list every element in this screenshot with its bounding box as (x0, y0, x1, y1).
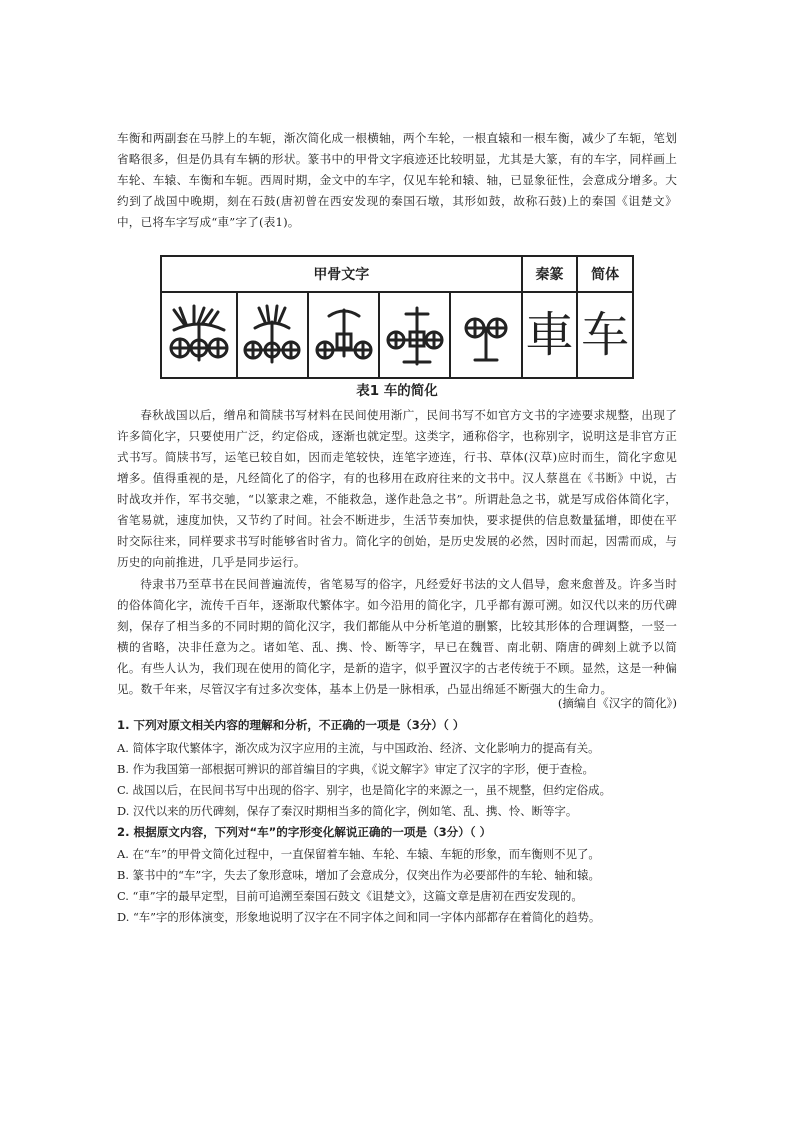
oracle-glyph-2 (237, 292, 308, 378)
passage-paragraph-3: 待隶书乃至草书在民间普遍流传，省笔易写的俗字，凡经爱好书法的文人倡导，愈来愈普及。许多当时的俗体简化字，流传千百年，逐渐取代繁体字。如今沿用的简化字，几乎都有源可溯。如汉代以来的历代碑刻，保存了相当多的不同时期的简化汉字，我们都能从中分析笔道的删繁，比较其形体的合理调整，一竖一横的省略，决非任意为之。诸如笔、乱、携、怜、断等字，早已在魏晋、南北朝、隋唐的碑刻上就予以简化。有些人认为，我们现在使用的简化字，是新的造字，似乎置汉字的古老传统于不顾。显然，这是一种偏见。数千年来，尽管汉字有过多次变体，基本上仍是一脉相承，凸显出绵延不断强大的生命力。 (117, 577, 677, 696)
source-citation: (摘编自《汉字的简化》) (557, 696, 677, 710)
seal-char-text: 車 (525, 307, 574, 363)
oracle-glyph-5 (450, 292, 521, 378)
header-oracle-bone: 甲骨文字 (161, 256, 522, 292)
header-seal-script: 秦篆 (522, 256, 578, 292)
oracle-glyph-3 (308, 292, 379, 378)
question-2-option-c: C. “車”字的最早定型，目前可追溯至秦国石鼓文《诅楚文》，这篇文章是唐初在西安发现的。 (117, 889, 583, 903)
question-2-option-d: D. “车”字的形体演变，形象地说明了汉字在不同字体之间和同一字体内部都存在着简化的趋势。 (117, 910, 601, 924)
oracle-glyph-4 (379, 292, 450, 378)
question-2-option-b: B. 篆书中的“车”字，失去了象形意味，增加了会意成分，仅突出作为必要部件的车轮、轴和辕。 (117, 868, 600, 882)
question-1-title: 1. 下列对原文相关内容的理解和分析，不正确的一项是（3分）（ ） (117, 718, 465, 732)
passage-paragraph-1: 车衡和两副套在马脖上的车轭，渐次简化成一根横轴，两个车轮，一根直辕和一根车衡，减少了车轭，笔划省略很多，但是仍具有车辆的形状。篆书中的甲骨文字痕迹还比较明显，尤其是大篆，有的车字，同样画上车轮、车辕、车衡和车轭。西周时期，金文中的车字，仅见车轮和辕、轴，已显象征性，会意成分增多。大约到了战国中晚期，刻在石鼓(唐初曾在西安发现的秦国石墩，其形如鼓，故称石鼓)上的秦国《诅楚文》中，已将车字写成“車”字了(表1)。 (117, 131, 677, 229)
passage-paragraph-2: 春秋战国以后，缯帛和简牍书写材料在民间使用渐广，民间书写不如官方文书的字迹要求规整，出现了许多简化字，只要使用广泛，约定俗成，逐渐也就定型。这类字，通称俗字，也称别字，说明这是非官方正式书写。简牍书写，运笔已较自如，因而走笔较快，连笔字迹连，行书、草体(汉草)应时而生，简化字愈见增多。值得重视的是，凡经简化了的俗字，有的也移用在政府往来的文书中。汉人蔡邕在《书断》中说，古时战攻并作，军书交驰，“以篆隶之难，不能救急，遂作赴急之书”。所谓赴急之书，就是写成俗体简化字，省笔易就，速度加快，又节约了时间。社会不断进步，生活节奏加快，要求提供的信息数量猛增，即使在平时交际往来，同样要求书写时能够省时省力。简化字的创始，是历史发展的必然，因时而起，因需而成，与历史的向前推进，几乎是同步运行。 (117, 408, 677, 569)
question-1-option-c: C. 战国以后，在民间书写中出现的俗字、别字，也是简化字的来源之一，虽不规整，但约定俗成。 (117, 783, 611, 797)
question-1-option-b: B. 作为我国第一部根据可辨识的部首编目的字典，《说文解字》审定了汉字的字形，便于查检。 (117, 762, 594, 776)
character-evolution-table (160, 255, 634, 399)
question-2-option-a: A. 在“车”的甲骨文简化过程中，一直保留着车轴、车轮、车辕、车轭的形象，而车衡则不见了。 (117, 847, 600, 861)
simplified-char-text: 车 (581, 307, 630, 363)
oracle-glyph-1 (161, 292, 237, 378)
simplified-char (577, 292, 633, 378)
question-1-option-d: D. 汉代以来的历代碑刻，保存了秦汉时期相当多的简化字，例如笔、乱、携、怜、断等字。 (117, 804, 578, 818)
seal-script-char (522, 292, 578, 378)
header-simplified: 简体 (577, 256, 633, 292)
question-1-option-a: A. 简体字取代繁体字，渐次成为汉字应用的主流，与中国政治、经济、文化影响力的提高有关。 (117, 741, 600, 755)
table-caption: 表1 车的简化 (356, 383, 438, 399)
question-2-title: 2. 根据原文内容，下列对“车”的字形变化解说正确的一项是（3分）（ ） (117, 825, 492, 839)
